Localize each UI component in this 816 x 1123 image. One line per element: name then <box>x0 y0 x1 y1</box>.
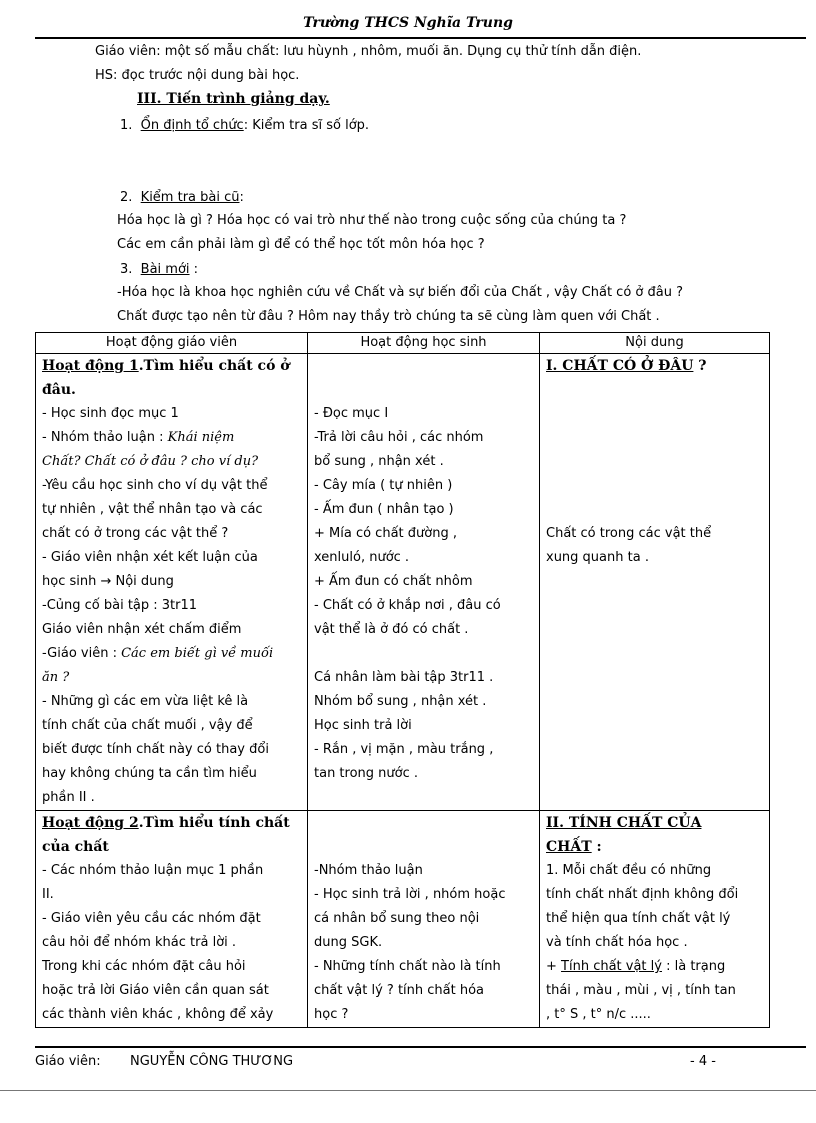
list-item: thể hiện qua tính chất vật lý <box>546 911 731 926</box>
list-item: -Nhóm thảo luận <box>314 863 423 878</box>
review-question-1: Hóa học là gì ? Hóa học có vai trò như thế nào trong cuộc sống của chúng ta ? <box>117 213 627 228</box>
list-item: hay không chúng ta cần tìm hiểu <box>42 766 257 781</box>
list-item: tính chất của chất muối , vậy để <box>42 718 253 733</box>
list-item: xung quanh ta . <box>546 550 649 565</box>
list-item: - Các nhóm thảo luận mục 1 phần <box>42 863 264 878</box>
list-item: Nhóm bổ sung , nhận xét . <box>314 694 487 709</box>
school-header: Trường THCS Nghĩa Trung <box>303 15 513 31</box>
list-item: + Mía có chất đường , <box>314 526 457 541</box>
list-item: -Trả lời câu hỏi , các nhóm <box>314 430 484 445</box>
italic-text: Các em biết gì về muối <box>121 646 274 661</box>
list-item: Giáo viên nhận xét chấm điểm <box>42 622 242 637</box>
step-1-title: Ổn định tổ chức <box>140 118 244 133</box>
activity-1-title: .Tìm hiểu chất có ở <box>138 358 290 374</box>
teacher-prep: Giáo viên: một số mẫu chất: lưu hùynh , nhôm, muối ăn. Dụng cụ thử tính dẫn điện. <box>95 44 642 59</box>
list-item: - Cây mía ( tự nhiên ) <box>314 478 453 493</box>
activity-2-heading <box>42 811 301 835</box>
text: - Nhóm thảo luận : <box>42 430 164 445</box>
header-content: Nội dung <box>540 333 770 354</box>
list-item: phần II . <box>42 790 95 805</box>
list-item: Chất có trong các vật thể <box>546 526 712 541</box>
list-item <box>42 426 301 450</box>
activity-1-teacher-cell <box>36 354 308 811</box>
italic-text: Khái niệm <box>167 430 235 445</box>
list-item: + Ấm đun có chất nhôm <box>314 574 473 589</box>
list-item: thái , màu , mùi , vị , tính tan <box>546 983 736 998</box>
step-3-number: 3. <box>120 262 133 277</box>
step-2 <box>120 190 244 205</box>
footer-teacher-label: Giáo viên: <box>35 1054 101 1069</box>
content-heading-1 <box>546 354 763 378</box>
list-item: II. <box>42 887 54 902</box>
list-item: vật thể là ở đó có chất . <box>314 622 469 637</box>
list-item: Cá nhân làm bài tập 3tr11 . <box>314 670 494 685</box>
table-row-activity-1 <box>36 354 770 811</box>
list-item: - Ấm đun ( nhân tạo ) <box>314 502 454 517</box>
list-item: học sinh → Nội dung <box>42 574 174 589</box>
list-item: dung SGK. <box>314 935 383 950</box>
lesson-table <box>35 332 770 1028</box>
activity-1-label: Hoạt động 1 <box>42 358 139 374</box>
list-item: Trong khi các nhóm đặt câu hỏi <box>42 959 246 974</box>
content-heading-2-cont <box>546 835 763 859</box>
text: -Giáo viên : <box>42 646 117 661</box>
activity-2-content-cell <box>540 811 770 1028</box>
header-student: Hoạt động học sinh <box>308 333 540 354</box>
list-item: - Giáo viên nhận xét kết luận của <box>42 550 258 565</box>
section-title: III. Tiến trình giảng dạy. <box>137 91 330 107</box>
intro-paragraph-1: -Hóa học là khoa học nghiên cứu về Chất và sự biến đổi của Chất , vậy Chất có ở đâu ? <box>117 285 683 300</box>
content-heading-2: II. TÍNH CHẤT CỦA <box>546 815 702 831</box>
activity-1-content-cell <box>540 354 770 811</box>
text: : là trạng <box>661 959 726 974</box>
activity-1-title-cont: đâu. <box>42 382 76 398</box>
content-heading-2-colon: : <box>591 839 602 855</box>
intro-paragraph-2: Chất được tạo nên từ đâu ? Hôm nay thầy trò chúng ta sẽ cùng làm quen với Chất . <box>117 309 660 324</box>
list-item: các thành viên khác , không để xảy <box>42 1007 274 1022</box>
list-item: - Học sinh đọc mục 1 <box>42 406 179 421</box>
activity-2-student-cell <box>308 811 540 1028</box>
list-item: xenluló, nước . <box>314 550 410 565</box>
list-item: biết được tính chất này có thay đổi <box>42 742 269 757</box>
table-header-row <box>36 333 770 354</box>
list-item: - Chất có ở khắp nơi , đâu có <box>314 598 501 613</box>
footer-divider <box>35 1046 806 1048</box>
step-1 <box>120 118 369 133</box>
list-item: - Những tính chất nào là tính <box>314 959 501 974</box>
step-2-colon: : <box>239 190 244 205</box>
list-item <box>42 642 301 666</box>
list-item: -Yêu cầu học sinh cho ví dụ vật thể <box>42 478 268 493</box>
list-item: chất có ở trong các vật thể ? <box>42 526 229 541</box>
page-number: - 4 - <box>690 1054 716 1069</box>
footer-teacher-name: NGUYỄN CÔNG THƯƠNG <box>130 1054 294 1069</box>
list-item: chất vật lý ? tính chất hóa <box>314 983 485 998</box>
list-item <box>546 955 763 979</box>
header-divider <box>35 37 806 39</box>
list-item: Học sinh trả lời <box>314 718 412 733</box>
list-item: cá nhân bổ sung theo nội <box>314 911 480 926</box>
list-item: - Những gì các em vừa liệt kê là <box>42 694 249 709</box>
list-item: bổ sung , nhận xét . <box>314 454 444 469</box>
list-item: 1. Mỗi chất đều có những <box>546 863 712 878</box>
step-2-title: Kiểm tra bài cũ <box>140 190 240 205</box>
text: + <box>546 959 562 974</box>
list-item: tính chất nhất định không đổi <box>546 887 739 902</box>
step-3-colon: : <box>189 262 199 277</box>
review-question-2: Các em cần phải làm gì để có thể học tốt môn hóa học ? <box>117 237 485 252</box>
step-1-text: : Kiểm tra sĩ số lớp. <box>243 118 370 133</box>
content-heading-1-mark: ? <box>693 358 707 374</box>
step-3 <box>120 262 198 277</box>
content-heading-2-word: CHẤT <box>546 839 592 855</box>
activity-2-title: .Tìm hiểu tính chất <box>138 815 290 831</box>
list-item: và tính chất hóa học . <box>546 935 688 950</box>
underlined-text: Tính chất vật lý <box>561 959 662 974</box>
activity-1-student-cell <box>308 354 540 811</box>
header-teacher: Hoạt động giáo viên <box>36 333 308 354</box>
list-item: học ? <box>314 1007 349 1022</box>
step-2-number: 2. <box>120 190 133 205</box>
activity-2-label: Hoạt động 2 <box>42 815 139 831</box>
list-item: -Củng cố bài tập : 3tr11 <box>42 598 198 613</box>
activity-2-title-cont: của chất <box>42 839 109 855</box>
activity-2-teacher-cell <box>36 811 308 1028</box>
list-item: hoặc trả lời Giáo viên cần quan sát <box>42 983 269 998</box>
activity-1-heading <box>42 354 301 378</box>
list-item: Chất? Chất có ở đâu ? cho ví dụ? <box>42 454 259 469</box>
list-item: - Rắn , vị mặn , màu trắng , <box>314 742 494 757</box>
list-item: , t° S , t° n/c ..... <box>546 1007 651 1022</box>
list-item: - Giáo viên yêu cầu các nhóm đặt <box>42 911 261 926</box>
list-item: câu hỏi để nhóm khác trả lời . <box>42 935 237 950</box>
student-prep: HS: đọc trước nội dung bài học. <box>95 68 300 83</box>
table-row-activity-2 <box>36 811 770 1028</box>
list-item: - Học sinh trả lời , nhóm hoặc <box>314 887 506 902</box>
content-heading-1-text: I. CHẤT CÓ Ở ĐÂU <box>546 358 694 374</box>
list-item: - Đọc mục I <box>314 406 389 421</box>
step-3-title: Bài mới <box>140 262 190 277</box>
step-1-number: 1. <box>120 118 133 133</box>
page-bottom-divider <box>0 1090 816 1091</box>
list-item: tự nhiên , vật thể nhân tạo và các <box>42 502 263 517</box>
list-item: ăn ? <box>42 670 70 685</box>
list-item: tan trong nước . <box>314 766 419 781</box>
